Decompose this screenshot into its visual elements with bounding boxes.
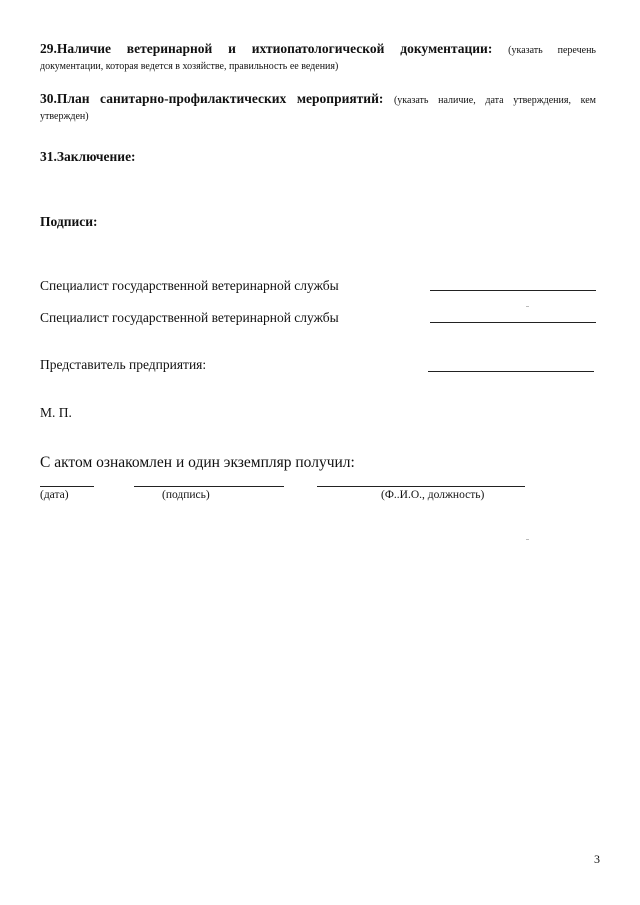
section-29: [40, 40, 596, 74]
section-29-note: (указать перечень: [508, 45, 596, 56]
signature-row-vet-specialist-1: [40, 278, 596, 298]
section-30-note: (указать наличие, дата утверждения, кем: [393, 95, 597, 106]
section-31-title: 31.Заключение:: [40, 149, 136, 164]
page-number: 3: [594, 852, 600, 866]
acknowledgement-text: С актом ознакомлен и один экземпляр получил:: [40, 454, 355, 471]
scan-speck: [526, 539, 529, 540]
signature-label: Специалист государственной ветеринарной службы: [40, 278, 339, 293]
date-caption: (дата): [40, 489, 69, 501]
signature-line: [428, 371, 594, 372]
name-position-caption: (Ф..И.О., должность): [381, 489, 485, 501]
signatures-heading: Подписи:: [40, 214, 98, 229]
name-position-line: [317, 486, 525, 487]
signature-row-enterprise-representative: [40, 357, 596, 377]
section-30: [40, 90, 596, 124]
date-line: [40, 486, 94, 487]
section-29-title: 29.Наличие ветеринарной и ихтиопатологической документации:: [40, 41, 493, 56]
section-30-heading-line: [40, 90, 596, 110]
signature-fill-line: [134, 486, 284, 487]
section-30-title: 30.План санитарно-профилактических мероприятий:: [40, 91, 384, 106]
signature-line: [430, 322, 596, 323]
stamp-place-label: М. П.: [40, 405, 72, 420]
section-29-note-continuation: документации, которая ведется в хозяйстве, правильность ее ведения): [40, 61, 339, 72]
signature-line: [430, 290, 596, 291]
signature-label: Специалист государственной ветеринарной службы: [40, 310, 339, 325]
section-29-heading-line: [40, 40, 596, 60]
scan-speck: [526, 306, 529, 307]
section-30-note-continuation: утвержден): [40, 111, 89, 122]
signature-label: Представитель предприятия:: [40, 357, 207, 372]
signature-caption: (подпись): [162, 489, 210, 501]
signature-row-vet-specialist-2: [40, 310, 596, 330]
